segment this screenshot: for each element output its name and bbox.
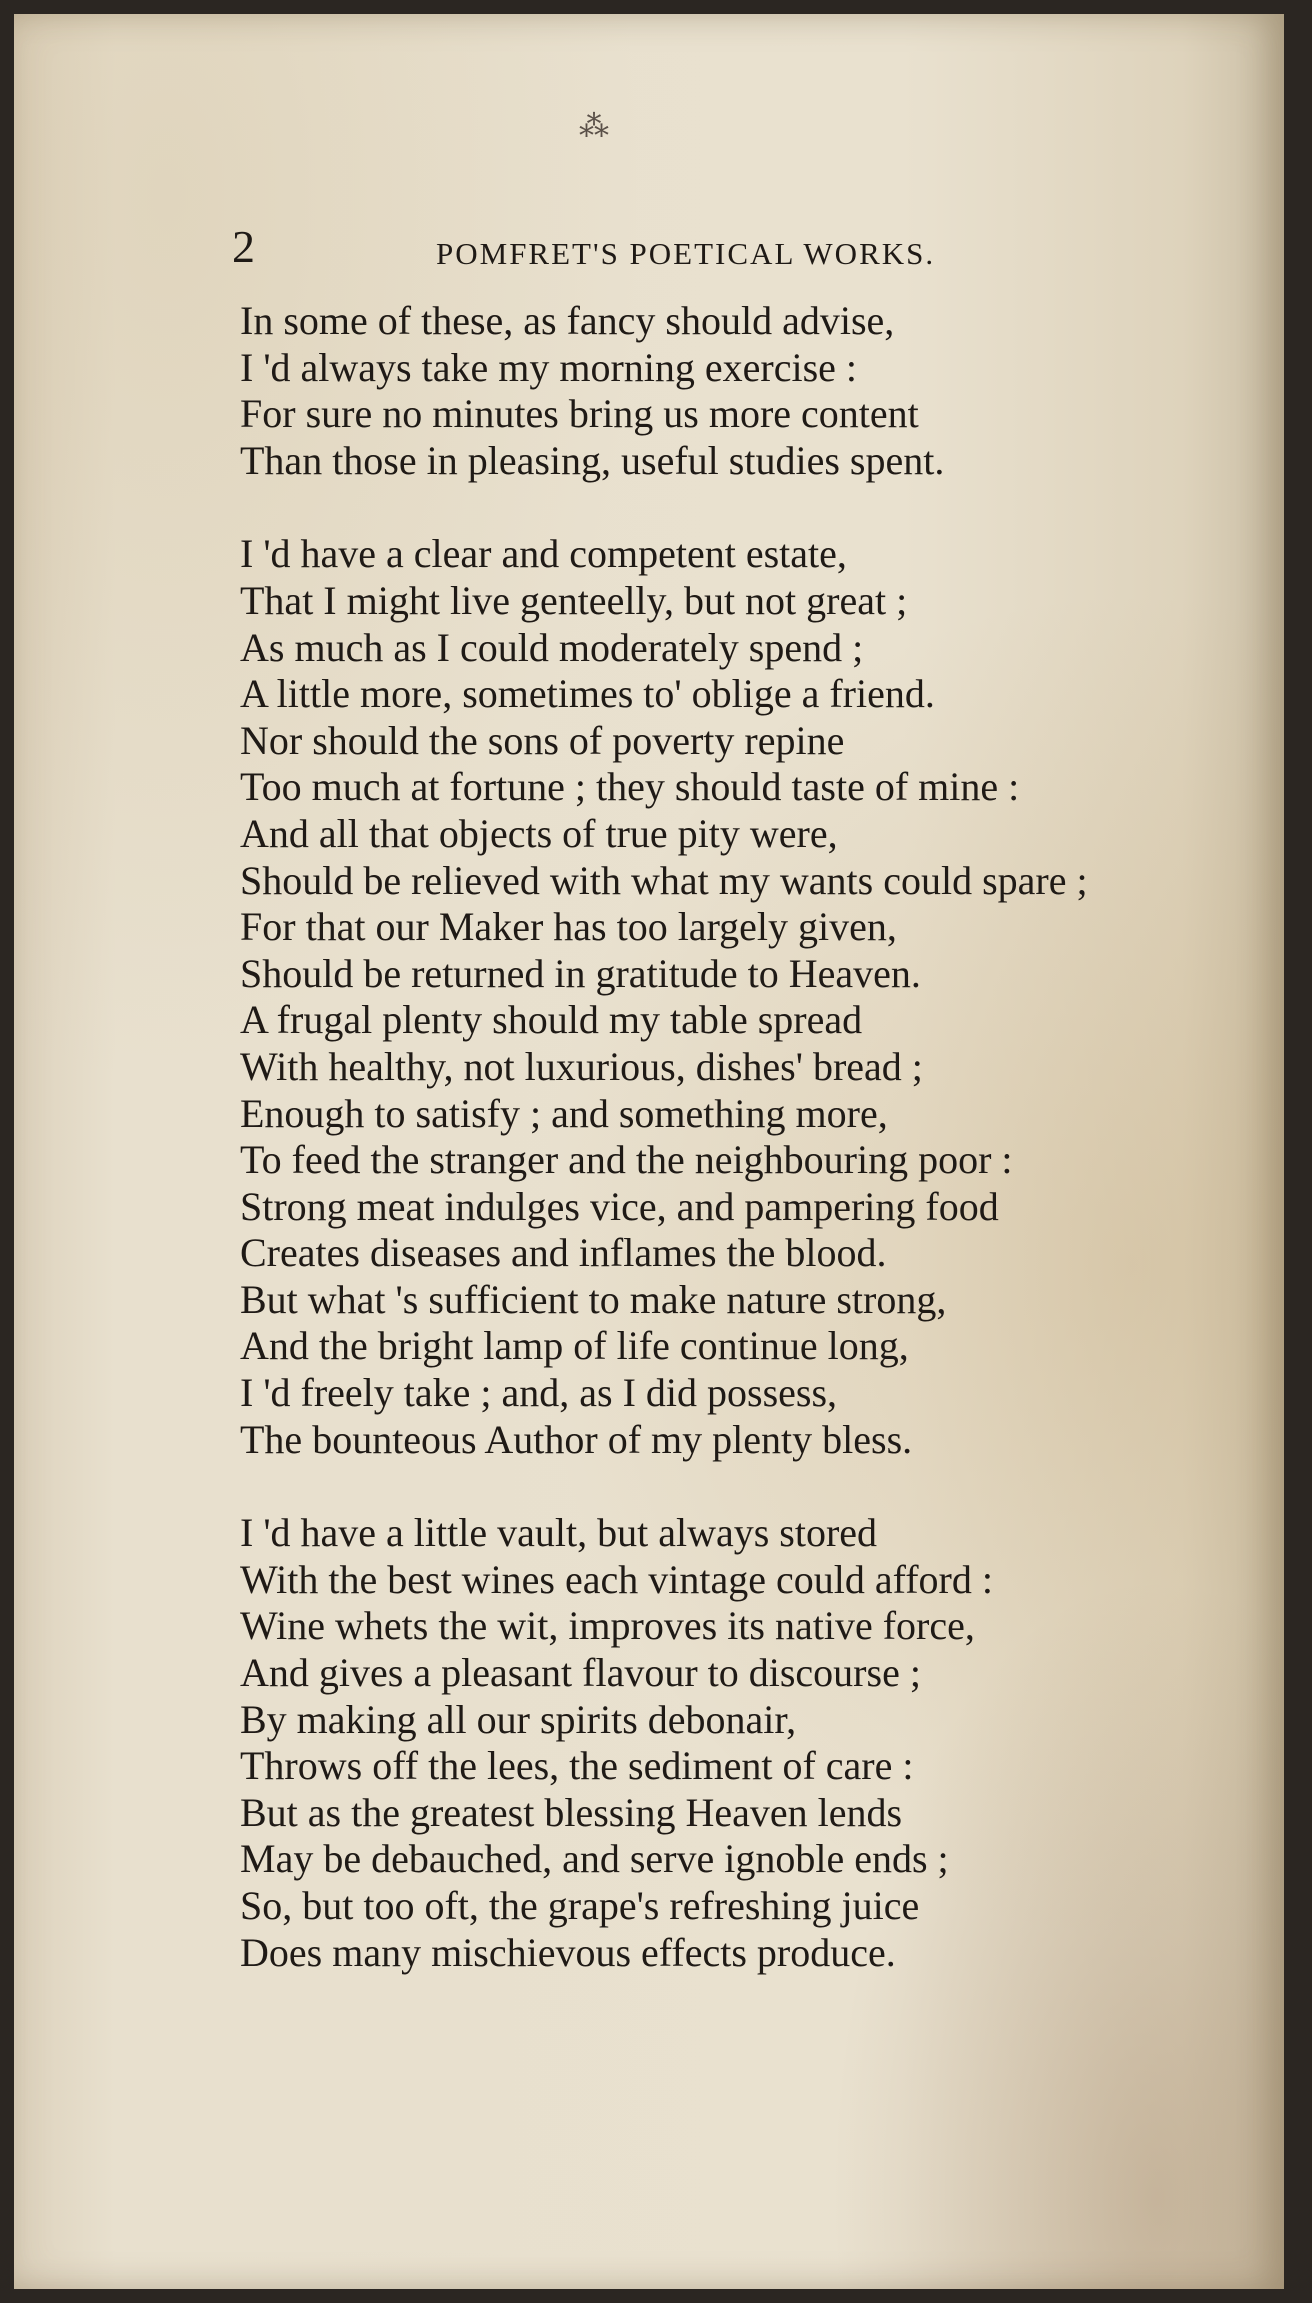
poem-line: For that our Maker has too largely given, bbox=[240, 904, 897, 950]
book-page bbox=[14, 14, 1284, 2289]
poem-line: That I might live genteelly, but not great ; bbox=[240, 577, 908, 623]
poem-line: For sure no minutes bring us more content bbox=[240, 391, 919, 437]
poem-line: With healthy, not luxurious, dishes' bread ; bbox=[240, 1043, 923, 1089]
poem-line: As much as I could moderately spend ; bbox=[240, 624, 864, 670]
poem-line: In some of these, as fancy should advise, bbox=[240, 298, 895, 343]
poem-line: Enough to satisfy ; and something more, bbox=[240, 1090, 888, 1136]
poem-line: Does many mischievous effects produce. bbox=[240, 1929, 896, 1975]
poem-line: But what 's sufficient to make nature strong, bbox=[240, 1276, 947, 1322]
poem-line: And gives a pleasant flavour to discourse ; bbox=[240, 1650, 921, 1696]
poem-line: The bounteous Author of my plenty bless. bbox=[240, 1416, 913, 1462]
poem-line: A frugal plenty should my table spread bbox=[240, 997, 863, 1043]
top-ornament: ⁂ bbox=[579, 110, 613, 143]
poem-line: And all that objects of true pity were, bbox=[240, 810, 838, 856]
poem-line: Creates diseases and inflames the blood. bbox=[240, 1230, 887, 1276]
poem-line: By making all our spirits debonair, bbox=[240, 1696, 797, 1742]
poem-body bbox=[240, 298, 1250, 2023]
poem-line: May be debauched, and serve ignoble ends ; bbox=[240, 1836, 949, 1882]
poem-line: Than those in pleasing, useful studies spent. bbox=[240, 437, 945, 483]
poem-line: So, but too oft, the grape's refreshing juice bbox=[240, 1883, 920, 1928]
poem-line: I 'd always take my morning exercise : bbox=[240, 344, 858, 390]
stanza-2 bbox=[240, 531, 1250, 1463]
poem-line: I 'd have a clear and competent estate, bbox=[240, 531, 847, 577]
page-number: 2 bbox=[232, 221, 255, 272]
poem-line: I 'd have a little vault, but always stored bbox=[240, 1510, 878, 1556]
poem-line: And the bright lamp of life continue long, bbox=[240, 1323, 909, 1369]
poem-line: Should be returned in gratitude to Heaven. bbox=[240, 950, 921, 996]
poem-line: Throws off the lees, the sediment of care : bbox=[240, 1743, 914, 1789]
running-head: POMFRET'S POETICAL WORKS. bbox=[436, 236, 936, 271]
poem-line: To feed the stranger and the neighbouring poor : bbox=[240, 1137, 1013, 1183]
stanza-1 bbox=[240, 298, 1250, 484]
poem-line: Too much at fortune ; they should taste of mine : bbox=[240, 764, 1020, 810]
poem-line: I 'd freely take ; and, as I did possess, bbox=[240, 1370, 838, 1416]
poem-line: Wine whets the wit, improves its native force, bbox=[240, 1603, 975, 1649]
poem-line: Nor should the sons of poverty repine bbox=[240, 717, 845, 763]
stanza-3 bbox=[240, 1510, 1250, 1976]
page-header bbox=[224, 222, 1044, 282]
poem-line: Should be relieved with what my wants could spare ; bbox=[240, 857, 1088, 903]
poem-line: With the best wines each vintage could afford : bbox=[240, 1556, 993, 1602]
poem-line: A little more, sometimes to' oblige a friend. bbox=[240, 671, 935, 717]
poem-line: But as the greatest blessing Heaven lends bbox=[240, 1789, 903, 1835]
poem-line: Strong meat indulges vice, and pampering food bbox=[240, 1183, 999, 1229]
